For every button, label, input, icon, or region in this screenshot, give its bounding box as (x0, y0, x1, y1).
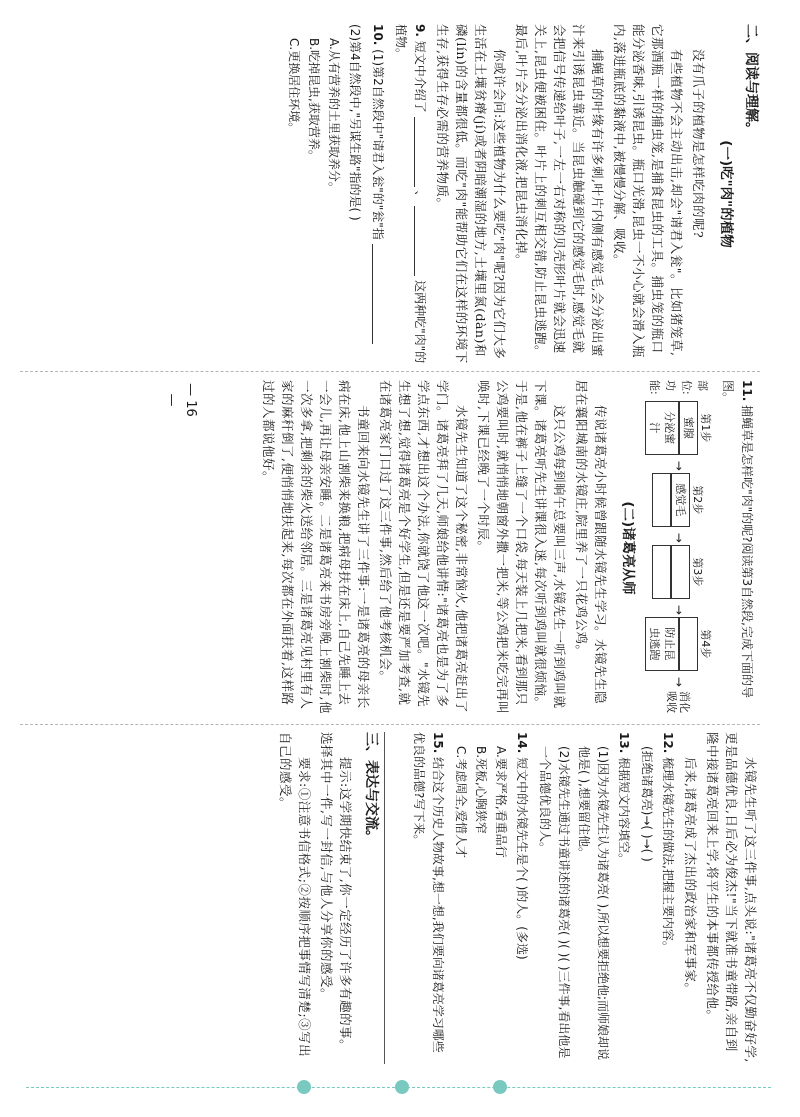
step-4-func: 防止昆虫逃跑 (645, 617, 679, 671)
answer-line[interactable] (384, 732, 405, 1064)
q14-option-c[interactable]: C.考虑周全,爱惜人才 (454, 746, 468, 859)
q15-text: 结合这个历史人物故事,想一想,我们要向诸葛亮学习哪些优良的品德?写下来。 (412, 732, 445, 1053)
q10-part2: (2)第4自然段中,"另谋生路"指的是( ) (348, 24, 362, 221)
q11-text: 捕蝇草是怎样吃"肉"的呢?阅读第3自然段,完成下面的导图。 (721, 380, 754, 698)
footer-dot (297, 1080, 311, 1094)
page-number: — 16 — (164, 383, 198, 417)
arrow-right-icon: → (672, 460, 686, 471)
section-three-requirements: 要求:①注意书信格式;②按顺序把事情写清楚;③写出自己的感受。 (278, 732, 312, 1058)
arrow-right-icon: → (672, 676, 686, 687)
step-3-box-blank[interactable] (672, 545, 691, 599)
question-11 (718, 380, 756, 716)
q9-blank-1[interactable] (414, 117, 427, 187)
column-divider (20, 724, 760, 726)
footer-dot (395, 1080, 409, 1094)
question-10 (368, 24, 387, 364)
q11-flow-chart (645, 380, 712, 716)
article-two-para-2: 这只公鸡每到晌午总要叫三声,水镜先生一听到鸡叫就下课。诸葛亮听先生讲课很入迷,每次听到鸡叫就很烦恼。于是,他在裤子上缝了一个口袋,每天装上几把米,看到那只公鸡要叫时,就悄悄地朝窗外撒一把米,等公鸡把米吃完再叫唤时,下课已经晚了一个时辰。 (476, 380, 567, 714)
article-one-para-2: 有些植物不会主动出击,却会"请君入瓮"。比如猪笼草,它那酒瓶一样的捕虫笼,是捕食昆虫的工具。捕虫笼的瓶口能分泌香味,引诱昆虫。瓶口光滑,昆虫一不小心就会滑入瓶内,落进瓶底的黏液中,被慢慢分解、吸收。 (612, 24, 684, 358)
rotated-content (20, 24, 760, 1064)
q14-text: 短文中的水镜先生是个( )的人。(多选) (515, 757, 529, 960)
step-3-label: 第3步 (691, 557, 705, 587)
q14-number: 14. (515, 732, 529, 754)
q13-part2[interactable]: (2)水镜先生通过书童讲述的诸葛亮( )( )( )三件事,看出他是一个品德优良的人。 (538, 746, 571, 1059)
q12-number: 12. (661, 732, 675, 754)
q10-option-b[interactable]: B.吃掉昆虫,获取营养。 (307, 38, 321, 162)
q10-option-a[interactable]: A.从有营养的土里获取养分。 (327, 38, 341, 194)
q10-option-c[interactable]: C.更换居住环境。 (287, 38, 301, 135)
column-divider (20, 371, 760, 373)
q10-blank[interactable] (372, 244, 385, 344)
flow-step-1 (645, 401, 712, 455)
q15-number: 15. (431, 732, 445, 754)
step-4-box-blank[interactable] (679, 617, 698, 671)
q9-number: 9. (413, 24, 427, 37)
step-1-func: 分泌蜜汁 (645, 401, 679, 455)
flow-row-labels (647, 380, 711, 395)
q9-text-c: 这两种吃"肉"的植物。 (394, 24, 427, 364)
question-9 (391, 24, 429, 364)
section-two-heading: 二、阅读与理解。 (743, 24, 759, 136)
flow-label-part: 部位: (680, 380, 710, 395)
flow-label-function: 功能: (648, 380, 678, 395)
question-14 (512, 732, 531, 1064)
question-15 (409, 732, 447, 1064)
step-1-label: 第1步 (699, 413, 712, 443)
flow-step-3 (653, 545, 705, 599)
q14-option-b[interactable]: B.死板,心胸狭窄 (474, 746, 488, 834)
footer-dot (493, 1080, 507, 1094)
step-2-label: 第2步 (691, 485, 705, 515)
step-1-box: 蜜腺 (679, 401, 698, 455)
q10-part1: (1)第2自然段中"请君入瓮"的"瓮"指 (371, 49, 385, 240)
question-13 (614, 732, 633, 1064)
q12-chain[interactable]: (拒绝诸葛亮)→( )→( ) (640, 746, 654, 862)
flow-step-4 (645, 617, 712, 671)
article-one-para-1: 没有爪子的植物是怎样吃肉的呢? (691, 49, 706, 239)
q9-text-a: 短文中介绍了 (413, 40, 427, 113)
q14-option-a[interactable]: A.要求严格,看重品行 (494, 746, 508, 858)
q9-blank-2[interactable] (414, 206, 427, 276)
column-one (20, 24, 760, 364)
article-two-continuation-2: 后来,诸葛亮成了杰出的政治家和军事家。 (683, 757, 698, 996)
flow-ending: 消化吸收 (665, 690, 692, 713)
q13-part1[interactable]: (1)因为水镜先生认为诸葛亮( ),所以想要拒绝他;而师娘却说他是( ),想要留住他。 (577, 746, 610, 1061)
article-two-para-3: 水镜先生知道了这个秘密,非常恼火,他把诸葛亮赶出了学门。诸葛亮拜了几天,师娘给他讲情:"诸葛亮也是为了多学点东西,才想出这个办法,你就饶了他这一次吧。"水镜先生想了想,觉得诸葛亮是个好学生,但是还是要严加考查,就在诸葛亮家门口过了这三件事,然后给了他考核机会。 (378, 380, 469, 713)
step-4-label: 第4步 (699, 629, 712, 659)
q13-text: 根据短文内容填空。 (617, 757, 631, 866)
q11-number: 11. (740, 380, 754, 402)
step-2-func-blank[interactable] (653, 473, 672, 527)
article-two-continuation: 水镜先生听了这三件事,点头说:"诸葛亮不仅勤奋好学,更是品德优良,日后必为俊杰!"当下就准书童带路,亲自到隆中接诸葛亮回来上学,将平生的本事都传授给他。 (705, 732, 758, 1063)
article-two-para-4: 书童回来向水镜先生讲了三件事:一是诸葛亮的母亲长病在床,他上山割柴来换粮,把病母扶在床上,自己先睡上去一会儿,再让母亲安睡。二是诸葛亮来书房旁晚上割柴时,他一次多拿,把剩余的柴火送给邻居。三是诸葛亮见村里有人家的麻秆倒了,便悄悄地扶起来,每次都在外面扶着,这样路过的人都说他好。 (261, 380, 371, 714)
q13-number: 13. (617, 732, 631, 754)
question-12 (658, 732, 677, 1064)
column-two (20, 380, 760, 716)
arrow-right-icon: → (672, 532, 686, 543)
section-three-heading: 三、表达与交流。 (363, 732, 379, 844)
article-two-title: (二)诸葛亮从师 (620, 501, 636, 595)
article-one-title: (一)吃"肉"的植物 (718, 140, 734, 248)
step-3-func-blank[interactable] (653, 545, 672, 599)
flow-step-2 (653, 473, 705, 527)
q9-text-b: 、 (413, 190, 427, 203)
step-2-box: 感觉毛 (672, 473, 691, 527)
q12-text: 梳理水镜先生的做法,把握主要内容。 (661, 757, 675, 953)
column-three (20, 732, 760, 1064)
article-one-para-3: 捕蝇草的叶缘有许多刺,叶片内侧有感觉毛,会分泌出蜜汁来引诱昆虫靠近。当昆虫触碰到它的感觉毛时,感觉毛就会把信号传递给叶子,一左一右对称的贝壳形叶片就会迅速关上,昆虫便被困住。叶片上的刺互相交错,防止昆虫逃跑。最后,叶片会分泌出消化液,把昆虫消化掉。 (514, 24, 605, 358)
q10-number: 10. (371, 24, 385, 46)
article-one-para-4: 你或许会问:这些植物为什么要吃"肉"呢?因为它们大多生活在土壤贫瘠(jí)或者阴暗潮湿的地方,土壤里氮(dàn)和磷(lín)的含量都很低。而吃"肉"能帮助它们在这样的环境下生存,获得生存必需的营养物质。 (435, 24, 507, 364)
article-two-para-1: 传说诸葛亮小时候曾跟随水镜先生学习。水镜先生隐居在襄阳城南的水镜庄,院里养了一只花鸡公鸡。 (574, 380, 608, 705)
arrow-right-icon: → (672, 604, 686, 615)
section-three-prompt: 提示:这学期快结束了,你一定经历了许多有趣的事。选择其中一件,写一封信,与他人分享你的感受。 (319, 732, 353, 1053)
